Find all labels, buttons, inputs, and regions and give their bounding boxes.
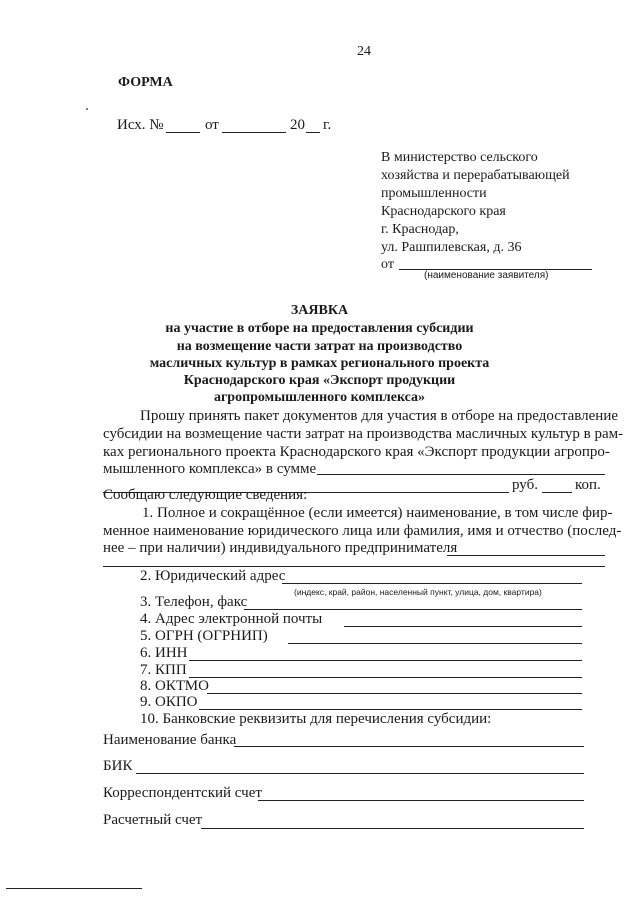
kop-field[interactable]	[542, 492, 572, 493]
title-line: агропромышленного комплекса»	[213, 390, 426, 405]
rub-label: руб.	[512, 477, 538, 493]
addressee-from-label: от	[381, 257, 394, 272]
bik-label: БИК	[103, 758, 133, 774]
title-main: ЗАЯВКА	[290, 303, 349, 318]
email-field[interactable]	[344, 626, 582, 627]
request-line: субсидии на возмещение части затрат на производства масличных культур в рам-	[103, 426, 624, 442]
speck	[86, 108, 88, 110]
ogrn-label: 5. ОГРН (ОГРНИП)	[140, 628, 268, 644]
legal-address-label: 2. Юридический адрес	[140, 568, 286, 584]
bik-field[interactable]	[136, 773, 584, 774]
kpp-label: 7. КПП	[140, 662, 187, 678]
email-label: 4. Адрес электронной почты	[140, 611, 323, 627]
addressee-line: г. Краснодар,	[381, 222, 459, 237]
inn-label: 6. ИНН	[140, 645, 188, 661]
addressee-line: ул. Рашпилевская, д. 36	[381, 240, 522, 255]
addressee-line: промышленности	[381, 186, 487, 201]
okpo-label: 9. ОКПО	[140, 694, 198, 710]
title-line: Краснодарского края «Экспорт продукции	[183, 373, 456, 388]
phone-label: 3. Телефон, факс	[140, 594, 248, 610]
outgoing-year-suffix: г.	[323, 117, 332, 133]
title-line: масличных культур в рамках регионального проекта	[149, 356, 490, 371]
request-line: мышленного комплекса» в сумме	[103, 461, 317, 477]
title-line: на возмещение части затрат на производство	[176, 339, 463, 354]
legal-address-hint: (индекс, край, район, населенный пункт, улица, дом, квартира)	[294, 587, 542, 597]
outgoing-date-field[interactable]	[222, 132, 286, 133]
outgoing-year: 20	[290, 117, 305, 133]
okpo-field[interactable]	[199, 709, 582, 710]
company-name-field-2[interactable]	[103, 566, 605, 567]
footnote-separator	[6, 888, 142, 889]
legal-address-field[interactable]	[282, 583, 582, 584]
addressee-line: В министерство сельского	[381, 150, 538, 165]
corr-account-field[interactable]	[258, 800, 584, 801]
settlement-account-field[interactable]	[201, 828, 584, 829]
outgoing-prefix: Исх. №	[117, 117, 164, 133]
amount-field[interactable]	[317, 474, 605, 475]
request-line: Прошу принять пакет документов для участия в отборе на предоставление	[140, 408, 619, 424]
phone-field[interactable]	[244, 609, 582, 610]
bank-name-field[interactable]	[234, 746, 584, 747]
ogrn-field[interactable]	[288, 643, 582, 644]
oktmo-field[interactable]	[207, 693, 582, 694]
item1-line: нее – при наличии) индивидуального предпринимателя	[103, 540, 458, 556]
outgoing-from: от	[205, 117, 219, 133]
item1-line: 1. Полное и сокращённое (если имеется) наименование, в том числе фир-	[142, 505, 613, 521]
page-number: 24	[357, 44, 371, 59]
kop-label: коп.	[575, 477, 601, 493]
applicant-hint: (наименование заявителя)	[424, 270, 549, 281]
corr-account-label: Корреспондентский счет	[103, 785, 262, 801]
addressee-line: хозяйства и перерабатывающей	[381, 168, 570, 183]
form-label: ФОРМА	[118, 75, 173, 90]
settlement-account-label: Расчетный счет	[103, 812, 203, 828]
item1-line: менное наименование юридического лица или фамилия, имя и отчество (послед-	[103, 523, 622, 539]
company-name-field[interactable]	[447, 555, 605, 556]
request-line: ках регионального проекта Краснодарского края «Экспорт продукции агропро-	[103, 444, 610, 460]
bank-name-label: Наименование банка	[103, 732, 237, 748]
kpp-field[interactable]	[189, 677, 582, 678]
oktmo-label: 8. ОКТМО	[140, 678, 209, 694]
info-intro: Сообщаю следующие сведения:	[103, 487, 308, 503]
title-line: на участие в отборе на предоставления субсидии	[165, 321, 474, 336]
addressee-line: Краснодарского края	[381, 204, 506, 219]
outgoing-number-field[interactable]	[166, 132, 200, 133]
inn-field[interactable]	[189, 660, 582, 661]
outgoing-year-field[interactable]	[306, 132, 320, 133]
bank-heading: 10. Банковские реквизиты для перечисления субсидии:	[140, 711, 492, 727]
